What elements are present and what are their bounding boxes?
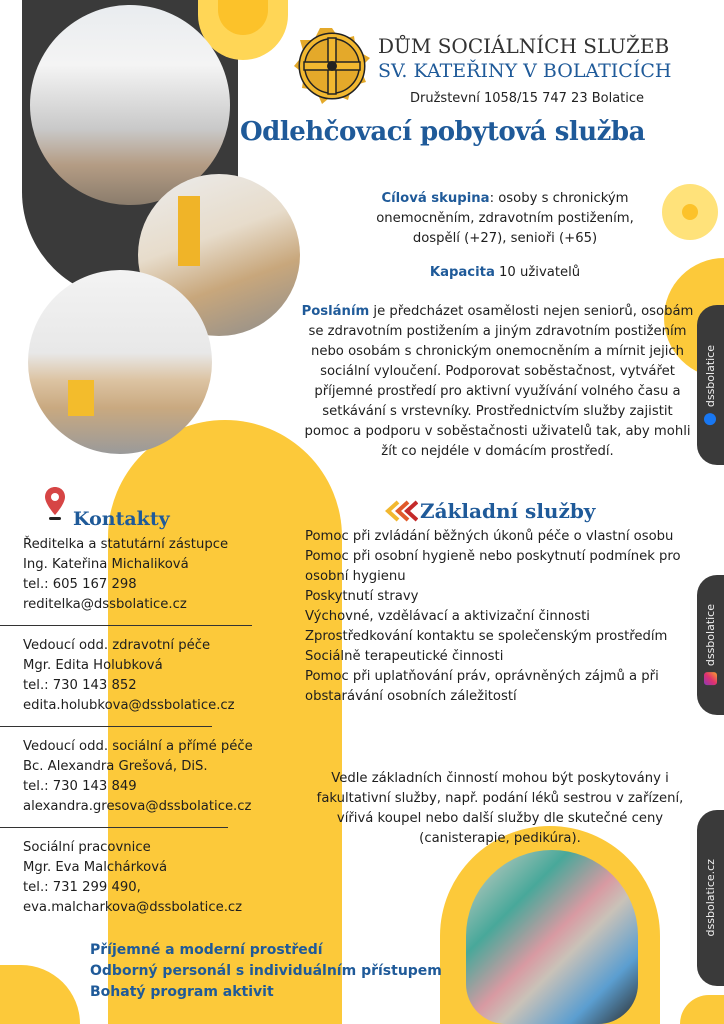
service-item: Výchovné, vzdělávací a aktivizační činnosti: [305, 609, 590, 624]
contact-role: Vedoucí odd. sociální a přímé péče: [23, 739, 253, 754]
target-group-label: Cílová skupina: [381, 191, 490, 206]
services-heading: [384, 499, 595, 523]
instagram-icon: [704, 673, 717, 686]
contact-role: Sociální pracovnice: [23, 840, 151, 855]
target-group-text: : osoby s chronickým onemocněním, zdravotním postižením, dospělí (+27), senioři (+65): [376, 191, 634, 246]
services-list: [305, 527, 695, 707]
mission-label: Posláním: [301, 304, 370, 319]
service-item: Poskytnutí stravy: [305, 589, 419, 604]
room-furniture-photo: [28, 270, 212, 454]
services-heading-text: Základní služby: [420, 499, 596, 523]
target-group: [360, 189, 650, 249]
contact-card: [0, 636, 300, 716]
building-photo: [30, 5, 230, 205]
contact-phone[interactable]: tel.: 605 167 298: [23, 577, 137, 592]
logo: [292, 26, 372, 106]
org-name-line1: DŮM SOCIÁLNÍCH SLUŽEB: [378, 34, 670, 58]
service-item: Sociálně terapeutické činnosti: [305, 649, 504, 664]
contact-name: Mgr. Eva Malchárková: [23, 860, 168, 875]
facebook-handle: dssbolatice: [704, 344, 717, 408]
highlight-item: Příjemné a moderní prostředí: [90, 942, 323, 958]
contact-email[interactable]: alexandra.gresova@dssbolatice.cz: [23, 799, 252, 814]
contact-phone[interactable]: tel.: 730 143 852: [23, 678, 137, 693]
org-name-line2: SV. KATEŘINY V BOLATICÍCH: [378, 60, 672, 82]
highlights-list: [90, 940, 470, 1003]
yellow-circle-bottom-right: [680, 995, 724, 1024]
capacity-text: 10 uživatelů: [494, 265, 581, 280]
capacity: [360, 263, 650, 283]
contact-name: Mgr. Edita Holubková: [23, 658, 163, 673]
contact-role: Vedoucí odd. zdravotní péče: [23, 638, 211, 653]
instagram-tab[interactable]: [697, 575, 724, 715]
contacts-list: [0, 535, 300, 918]
contact-email[interactable]: edita.holubkova@dssbolatice.cz: [23, 698, 235, 713]
contact-email[interactable]: eva.malcharkova@dssbolatice.cz: [23, 900, 243, 915]
facebook-tab[interactable]: [697, 305, 724, 465]
service-item: Pomoc při zvládání běžných úkonů péče o vlastní osobu: [305, 529, 674, 544]
map-pin-icon: [44, 486, 66, 524]
service-item: Pomoc při osobní hygieně nebo poskytnutí podmínek pro osobní hygienu: [305, 549, 681, 584]
highlight-item: Bohatý program aktivit: [90, 984, 274, 1000]
service-item: Zprostředkování kontaktu se společenským prostředím: [305, 629, 668, 644]
address: Družstevní 1058/15 747 23 Bolatice: [410, 91, 645, 106]
contact-divider: [0, 827, 228, 828]
contact-role: Ředitelka a statutární zástupce: [23, 537, 229, 552]
residents-photo: [466, 850, 638, 1024]
double-chevron-left-icon: [384, 500, 418, 522]
page-title: Odlehčovací pobytová služba: [240, 117, 645, 147]
yellow-circle-bottom-left: [0, 965, 80, 1024]
services-note: Vedle základních činností mohou být poskytovány i fakultativní služby, např. podání léků sestrou v zařízení, vířivá koupel nebo další služby dle skutečné ceny (canisterapie, pedikúra).: [316, 771, 684, 846]
contact-name: Bc. Alexandra Grešová, DiS.: [23, 759, 208, 774]
contact-divider: [0, 726, 212, 727]
contact-card: [0, 737, 300, 817]
website-tab[interactable]: [697, 810, 724, 986]
contact-email[interactable]: reditelka@dssbolatice.cz: [23, 597, 187, 612]
facebook-icon: [705, 413, 717, 425]
contact-card: [0, 838, 300, 918]
yellow-circle-right-small: [662, 184, 718, 240]
mission-text: je předcházet osamělosti nejen seniorů, osobám se zdravotním postižením a jiným zdravotním postižením nebo osobám s chronickým onemocněním a mírnit jejich sociální vyloučení. Podporovat soběstačnost, vytvářet příjemné prostředí pro aktivní využívání volného času a setkávání s vrstevníky. Prostřednictvím služby zajistit pomoc a podporu v soběstačnosti uživatelů tak, aby mohli žít co nejdéle v domácím prostředí.: [304, 304, 694, 459]
contact-divider: [0, 625, 252, 626]
contact-phone[interactable]: tel.: 731 299 490,: [23, 880, 141, 895]
highlight-item: Odborný personál s individuálním přístupem: [90, 963, 442, 979]
capacity-label: Kapacita: [429, 265, 495, 280]
contacts-heading: Kontakty: [73, 508, 170, 530]
website-url: dssbolatice.cz: [704, 859, 717, 937]
contact-name: Ing. Kateřina Michaliková: [23, 557, 189, 572]
contact-card: [0, 535, 300, 615]
mission: [300, 302, 695, 462]
contact-phone[interactable]: tel.: 730 143 849: [23, 779, 137, 794]
instagram-handle: dssbolatice: [704, 604, 717, 667]
service-item: Pomoc při uplatňování práv, oprávněných zájmů a při obstarávání osobních záležitostí: [305, 669, 659, 704]
wheel-cross-logo: [292, 26, 372, 106]
